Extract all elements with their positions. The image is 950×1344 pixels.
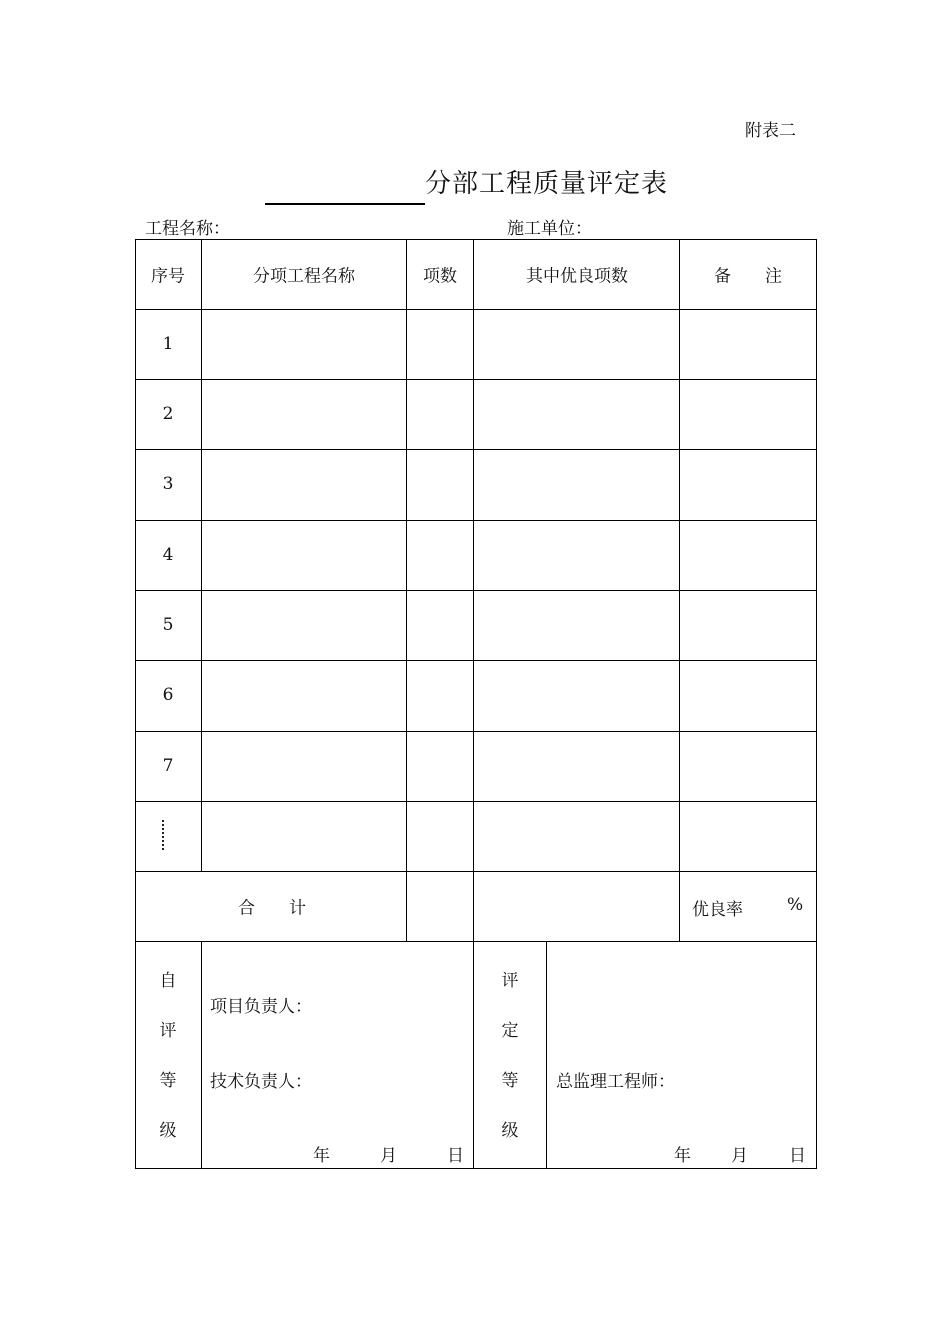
col-divider (406, 239, 407, 941)
self-grade-char: 等 (159, 1071, 177, 1091)
row-divider (135, 520, 817, 521)
row-number: 3 (162, 474, 174, 494)
row-divider (135, 660, 817, 661)
row-number: 7 (162, 756, 174, 776)
row-number: 5 (162, 615, 174, 635)
row-divider (135, 590, 817, 591)
row-number: 4 (162, 545, 174, 565)
approval-date-month: 月 (731, 1146, 748, 1166)
chief-supervisor-label: 总监理工程师： (556, 1072, 675, 1092)
self-date-month: 月 (380, 1146, 397, 1166)
row-divider (135, 731, 817, 732)
project-name-label: 工程名称： (145, 219, 230, 239)
row-divider (135, 871, 817, 872)
header-count: 项数 (423, 266, 457, 287)
row-number: 1 (162, 334, 174, 354)
self-date-day: 日 (447, 1146, 464, 1166)
approval-grade-char: 评 (501, 971, 519, 991)
col-divider (679, 239, 680, 941)
approval-grade-char: 级 (501, 1121, 519, 1141)
header-item-name: 分项工程名称 (253, 266, 355, 287)
construction-unit-label: 施工单位： (507, 219, 592, 239)
approval-date-year: 年 (674, 1146, 691, 1166)
self-grade-char: 评 (159, 1021, 177, 1041)
header-seq: 序号 (151, 266, 185, 287)
title-blank-line (265, 203, 425, 205)
col-divider (546, 941, 547, 1168)
row-divider (135, 379, 817, 380)
col-divider (201, 239, 202, 871)
row-number: 2 (162, 404, 174, 424)
approval-grade-char: 定 (501, 1021, 519, 1041)
appendix-label: 附表二 (745, 121, 796, 141)
col-divider (201, 941, 202, 1168)
percent-sign: % (787, 895, 804, 915)
row-divider (135, 309, 817, 310)
total-label: 合 计 (238, 898, 306, 919)
col-divider (473, 239, 474, 1168)
self-date-year: 年 (313, 1146, 330, 1166)
ellipsis-dots (162, 820, 167, 850)
project-leader-label: 项目负责人： (210, 997, 312, 1017)
approval-grade-label (498, 966, 522, 1166)
excellent-rate-label: 优良率 (692, 900, 743, 920)
row-divider (135, 449, 817, 450)
row-divider (135, 941, 817, 942)
header-excellent-count: 其中优良项数 (526, 266, 628, 287)
row-number: 6 (162, 685, 174, 705)
approval-grade-char: 等 (501, 1071, 519, 1091)
header-remark: 备 注 (714, 266, 782, 287)
approval-date-day: 日 (789, 1146, 806, 1166)
form-title: 分部工程质量评定表 (425, 169, 669, 199)
row-divider (135, 801, 817, 802)
self-grade-char: 自 (159, 971, 177, 991)
tech-leader-label: 技术负责人： (210, 1072, 312, 1092)
self-grade-char: 级 (159, 1121, 177, 1141)
self-grade-label (156, 966, 180, 1166)
